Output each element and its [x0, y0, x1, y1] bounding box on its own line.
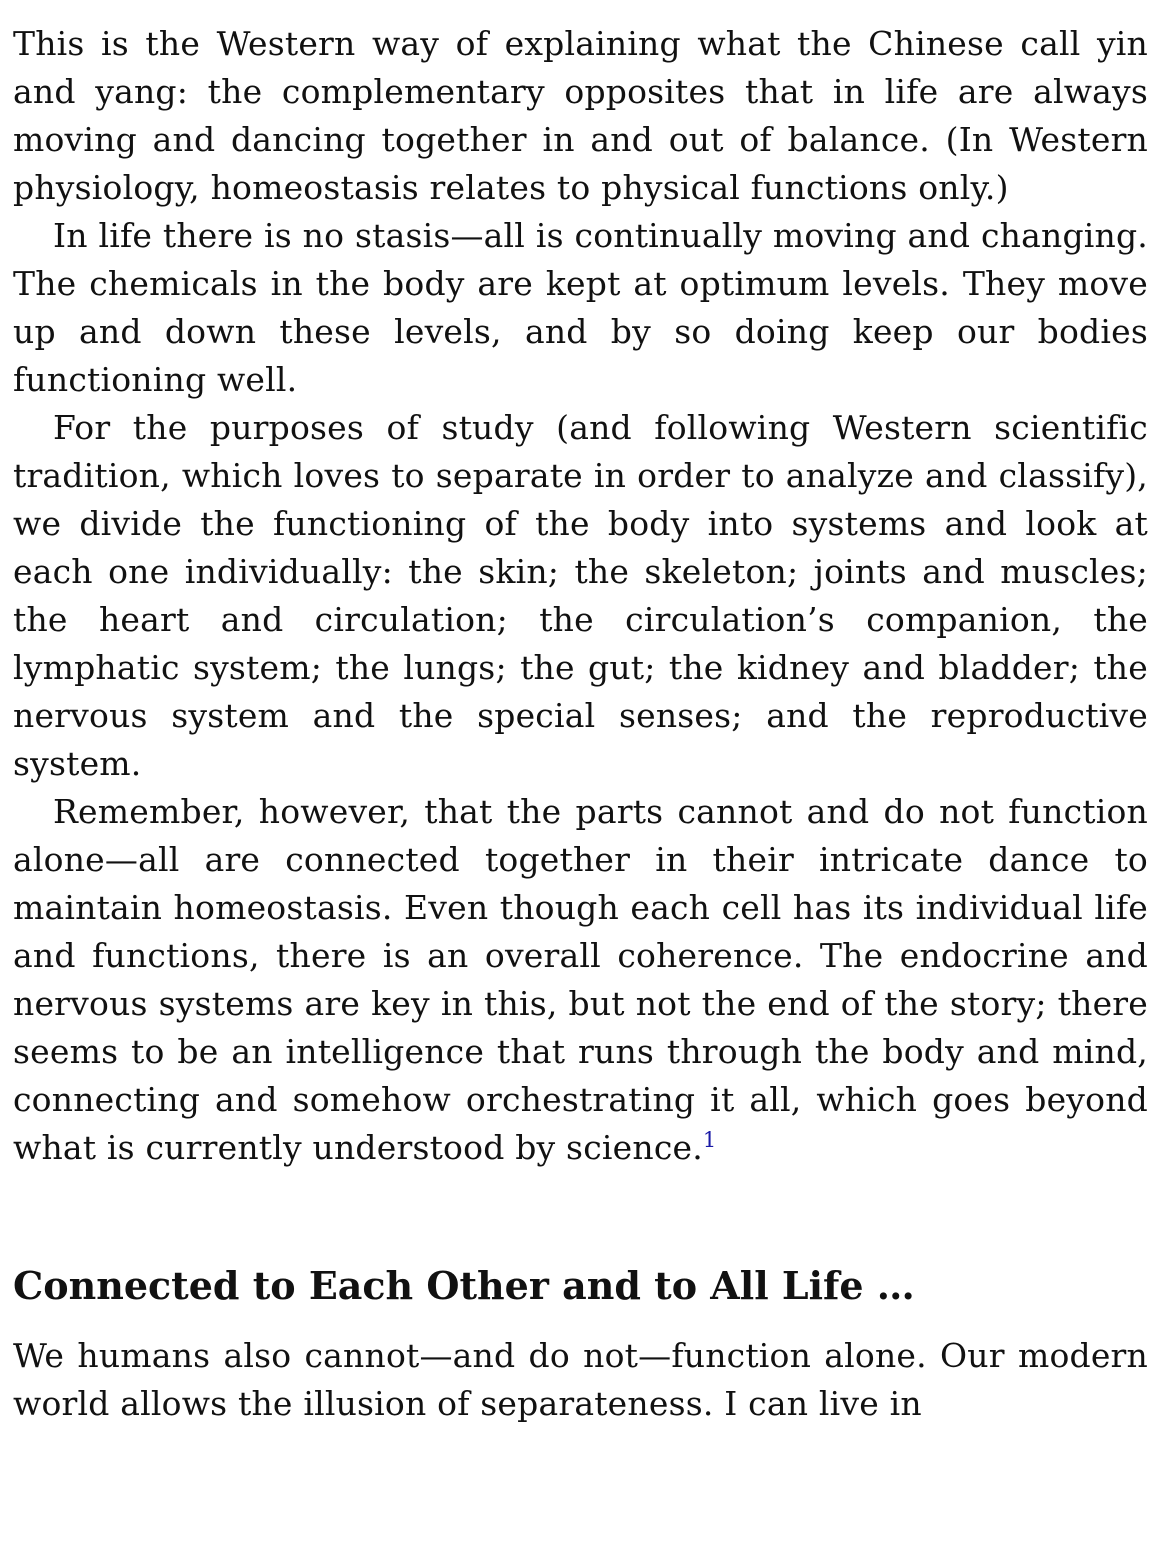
paragraph-yin-yang: This is the Western way of explaining what the Chinese call yin and yang: the complementary opposites that in life are always moving and dancing together in and out of balance. (In Western physiology, homeostasis relates to physical functions only.): [13, 24, 1148, 207]
paragraph-connected-parts-text: Remember, however, that the parts cannot and do not function alone—all are connected together in their intricate dance to maintain homeostasis. Even though each cell has its individual life and functions, there is an overall coherence. The endocrine and nervous systems are key in this, but not the end of the story; there seems to be an intelligence that runs through the body and mind, connecting and somehow orchestrating it all, which goes beyond what is currently understood by science.: [13, 792, 1148, 1167]
section-heading: Connected to Each Other and to All Life …: [13, 1263, 915, 1308]
document-page: [13, 20, 1148, 1428]
paragraph-no-stasis: In life there is no stasis—all is continually moving and changing. The chemicals in the body are kept at optimum levels. They move up and down these levels, and by so doing keep our bodies functioning well.: [13, 216, 1148, 399]
paragraph-body-systems: For the purposes of study (and following Western scientific tradition, which loves to separate in order to analyze and classify), we divide the functioning of the body into systems and look at each one individually: the skin; the skeleton; joints and muscles; the heart and circulation; the circulation’s companion, the lymphatic system; the lungs; the gut; the kidney and bladder; the nervous system and the special senses; and the reproductive system.: [13, 408, 1148, 783]
paragraph-connected-parts: [13, 788, 1148, 1172]
paragraph-humans-alone: We humans also cannot—and do not—function alone. Our modern world allows the illusion of separateness. I can live in: [13, 1336, 1148, 1423]
footnote-link[interactable]: 1: [702, 1128, 717, 1152]
